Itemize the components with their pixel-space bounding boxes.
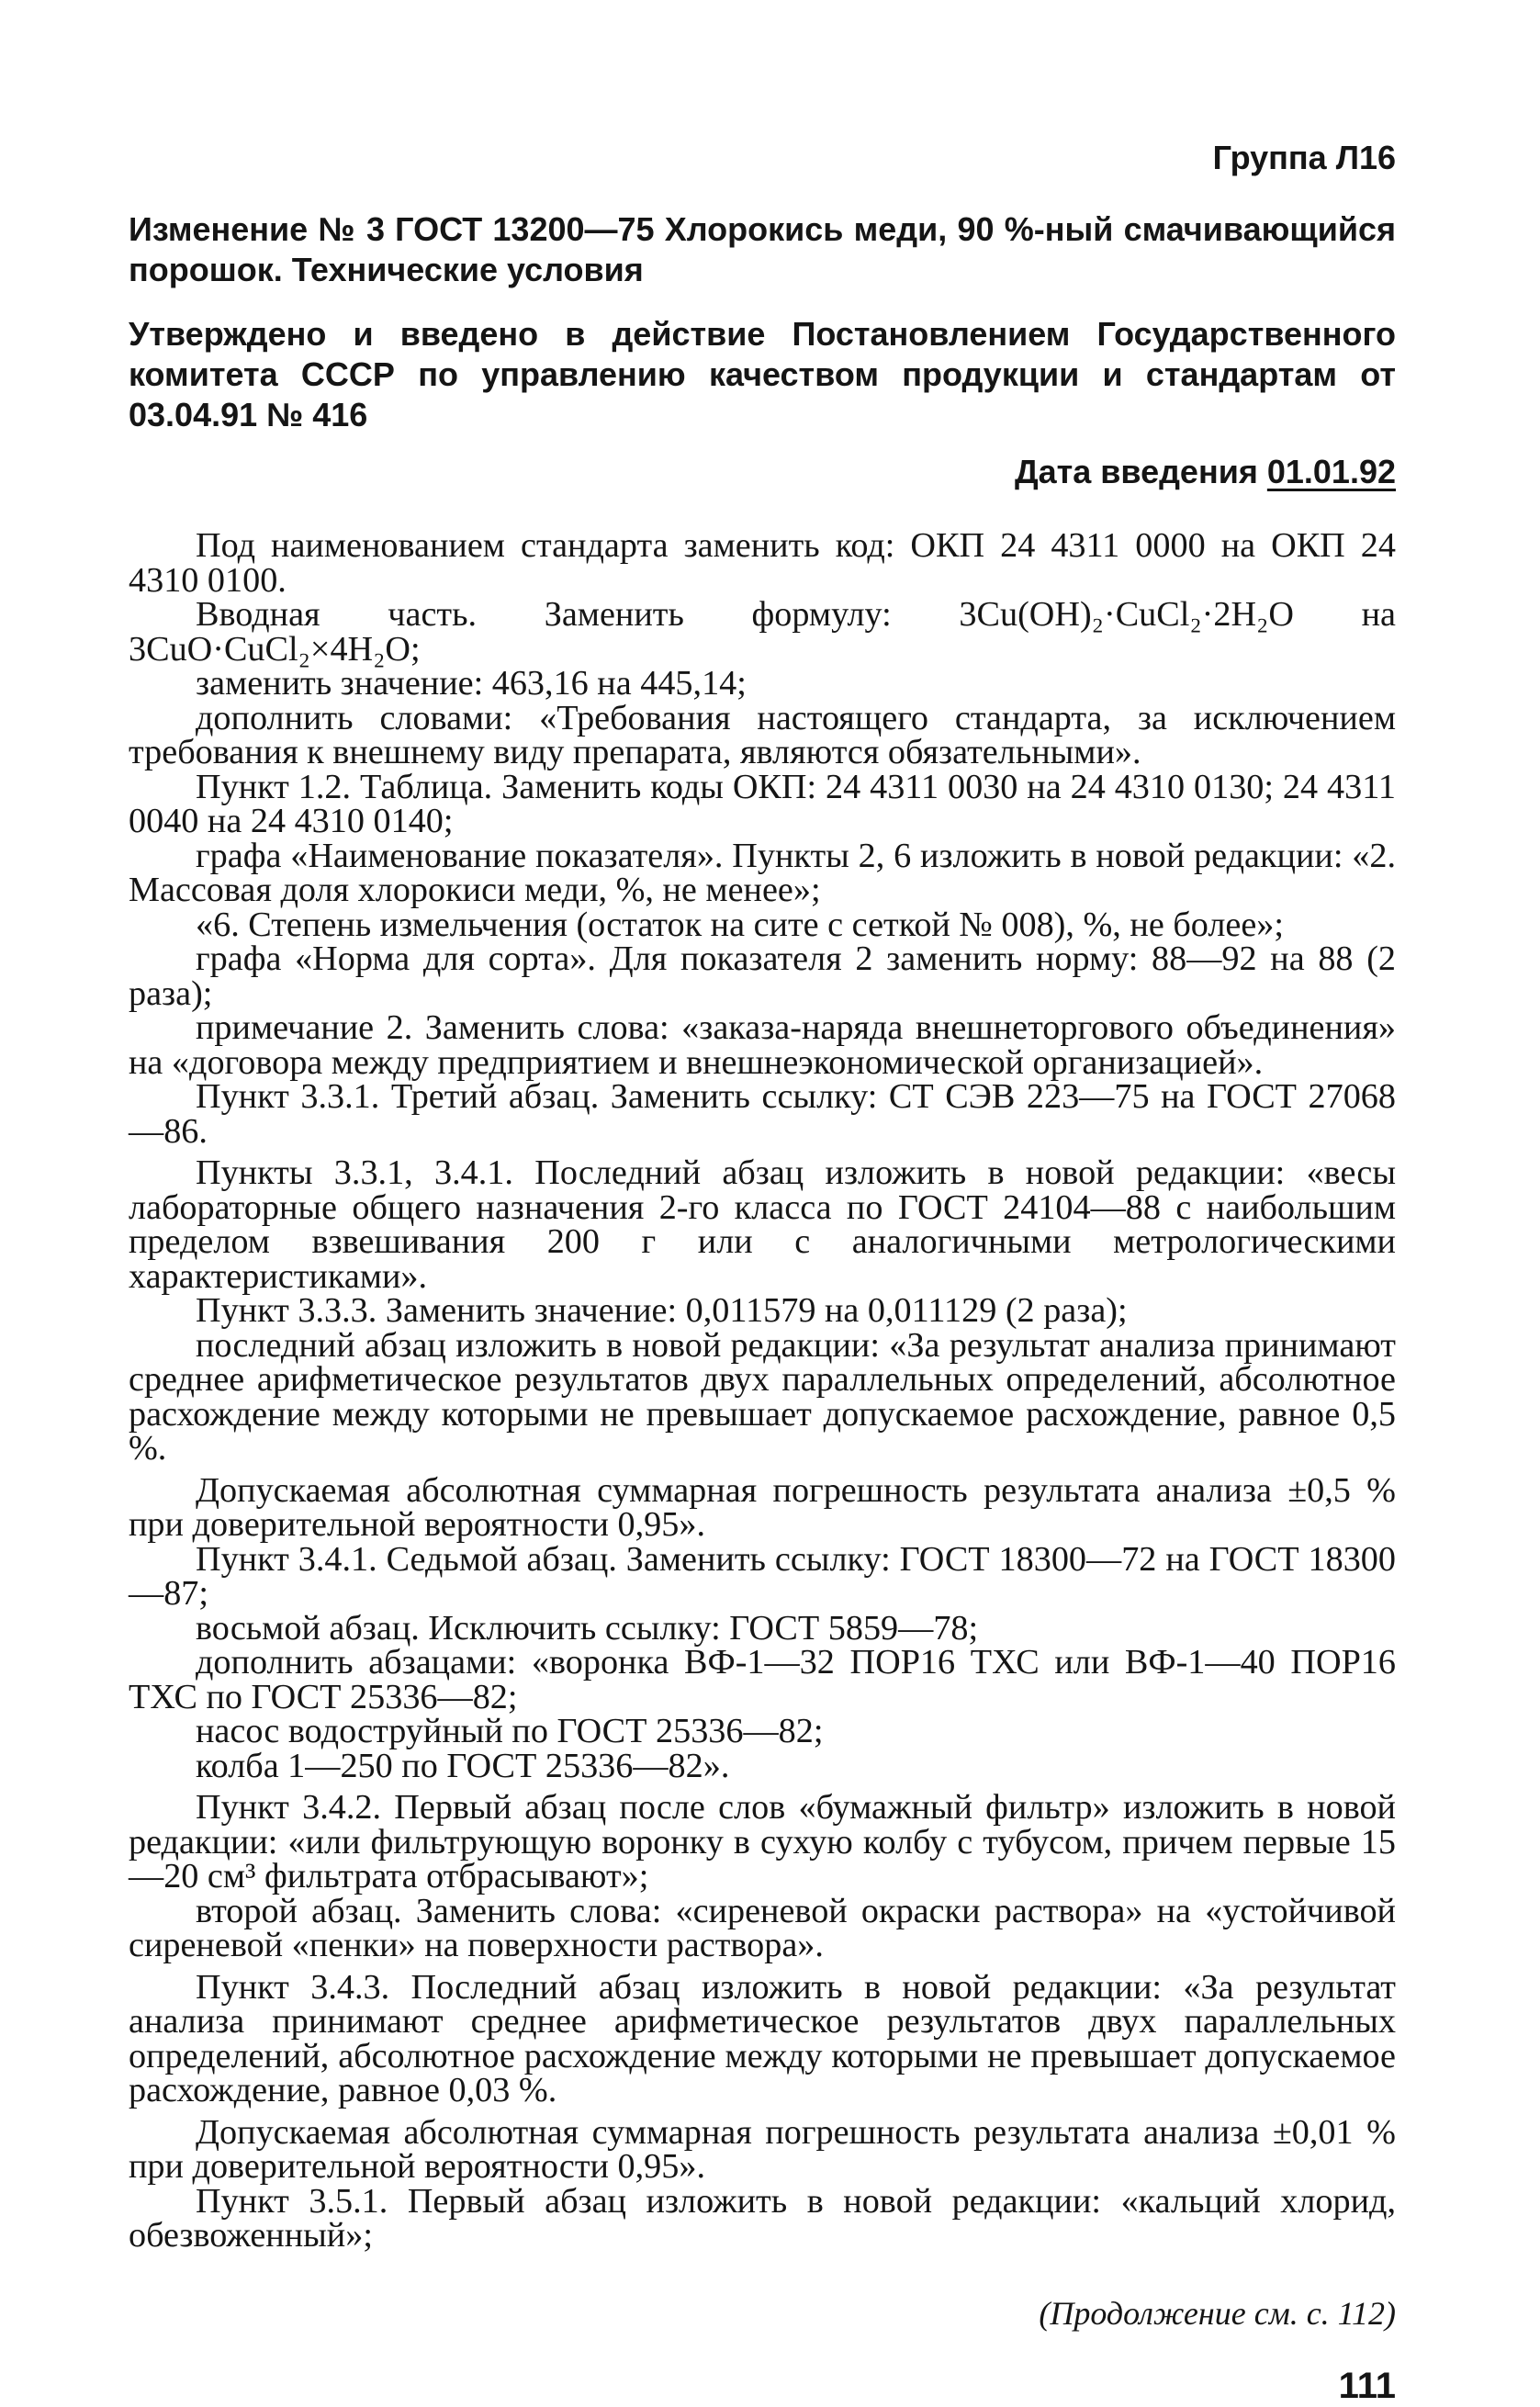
group-code: Группа Л16 [1212,139,1396,176]
paragraph: примечание 2. Заменить слова: «заказа-наряда внешнеторгового объединения» на «договора между предприятием и внешнеэкономической организацией». [129,1008,1396,1082]
paragraph: Вводная часть. Заменить формулу: 3Cu(OH)₂·CuCl₂·2H₂O на 3CuO·CuCl₂×4H₂O; [129,595,1396,669]
approval-statement: Утверждено и введено в действие Постановлением Государственного комитета СССР по управлению качеством продукции и стандартам от 03.04.91 № 416 [129,315,1396,433]
paragraph: последний абзац изложить в новой редакции: «За результат анализа принимают среднее арифметическое результатов двух параллельных определений, абсолютное расхождение между которыми не превышает допускаемое расхождение, равное 0,5 %. [129,1325,1396,1468]
paragraph: дополнить абзацами: «воронка ВФ-1—32 ПОР16 ТХС или ВФ-1—40 ПОР16 ТХС по ГОСТ 25336—82; [129,1643,1396,1716]
paragraph: Пункты 3.3.1, 3.4.1. Последний абзац изложить в новой редакции: «весы лабораторные общего назначения 2-го класса по ГОСТ 24104—88 с наибольшим пределом взвешивания 200 г или с аналогичными метрологическими характеристиками». [129,1153,1396,1296]
paragraph: Допускаемая абсолютная суммарная погрешность результата анализа ±0,5 % при доверительной вероятности 0,95». [129,1470,1396,1544]
paragraph: Пункт 3.4.3. Последний абзац изложить в новой редакции: «За результат анализа принимают среднее арифметическое результатов двух параллельных определений, абсолютное расхождение между которыми не превышает допускаемое расхождение, равное 0,03 %. [129,1967,1396,2109]
effective-date-value: 01.01.92 [1266,453,1396,490]
effective-date [129,452,1396,492]
document-body [129,526,1396,2255]
paragraph: «6. Степень измельчения (остаток на сите с сеткой № 008), %, не более»; [196,905,1285,944]
effective-date-label: Дата введения [1014,453,1258,490]
paragraph: Пункт 1.2. Таблица. Заменить коды ОКП: 24 4311 0030 на 24 4310 0130; 24 4311 0040 на 24 4310 0140; [129,767,1396,840]
paragraph: колба 1—250 по ГОСТ 25336—82». [196,1746,730,1785]
document-page [129,138,1396,2406]
page-number: 111 [1338,2365,1396,2406]
continuation-note: (Продолжение см. с. 112) [1039,2294,1396,2332]
paragraph: восьмой абзац. Исключить ссылку: ГОСТ 5859—78; [196,1608,979,1648]
paragraph: Пункт 3.3.3. Заменить значение: 0,011579 на 0,011129 (2 раза); [196,1291,1128,1330]
paragraph: Пункт 3.4.2. Первый абзац после слов «бумажный фильтр» изложить в новой редакции: «или фильтрующую воронку в сухую колбу с тубусом, причем первые 15—20 см³ фильтрата отбрасывают»; [129,1788,1396,1895]
paragraph: Пункт 3.5.1. Первый абзац изложить в новой редакции: «кальций хлорид, обезвоженный»; [129,2181,1396,2255]
paragraph: Под наименованием стандарта заменить код: ОКП 24 4311 0000 на ОКП 24 4310 0100. [129,526,1396,600]
paragraph: второй абзац. Заменить слова: «сиреневой окраски раствора» на «устойчивой сиреневой «пенки» на поверхности раствора». [129,1891,1396,1964]
paragraph: Пункт 3.3.1. Третий абзац. Заменить ссылку: СТ СЭВ 223—75 на ГОСТ 27068—86. [129,1077,1396,1151]
paragraph: графа «Норма для сорта». Для показателя 2 заменить норму: 88—92 на 88 (2 раза); [129,939,1396,1013]
paragraph: Пункт 3.4.1. Седьмой абзац. Заменить ссылку: ГОСТ 18300—72 на ГОСТ 18300—87; [129,1539,1396,1613]
change-title: Изменение № 3 ГОСТ 13200—75 Хлорокись меди, 90 %-ный смачивающийся порошок. Технические условия [129,210,1396,288]
paragraph: насос водоструйный по ГОСТ 25336—82; [196,1712,824,1750]
paragraph: дополнить словами: «Требования настоящего стандарта, за исключением требования к внешнему виду препарата, являются обязательными». [129,698,1396,771]
paragraph: Допускаемая абсолютная суммарная погрешность результата анализа ±0,01 % при доверительной вероятности 0,95». [129,2112,1396,2186]
paragraph: заменить значение: 463,16 на 445,14; [196,664,747,703]
paragraph: графа «Наименование показателя». Пункты 2, 6 изложить в новой редакции: «2. Массовая доля хлорокиси меди, %, не менее»; [129,836,1396,909]
